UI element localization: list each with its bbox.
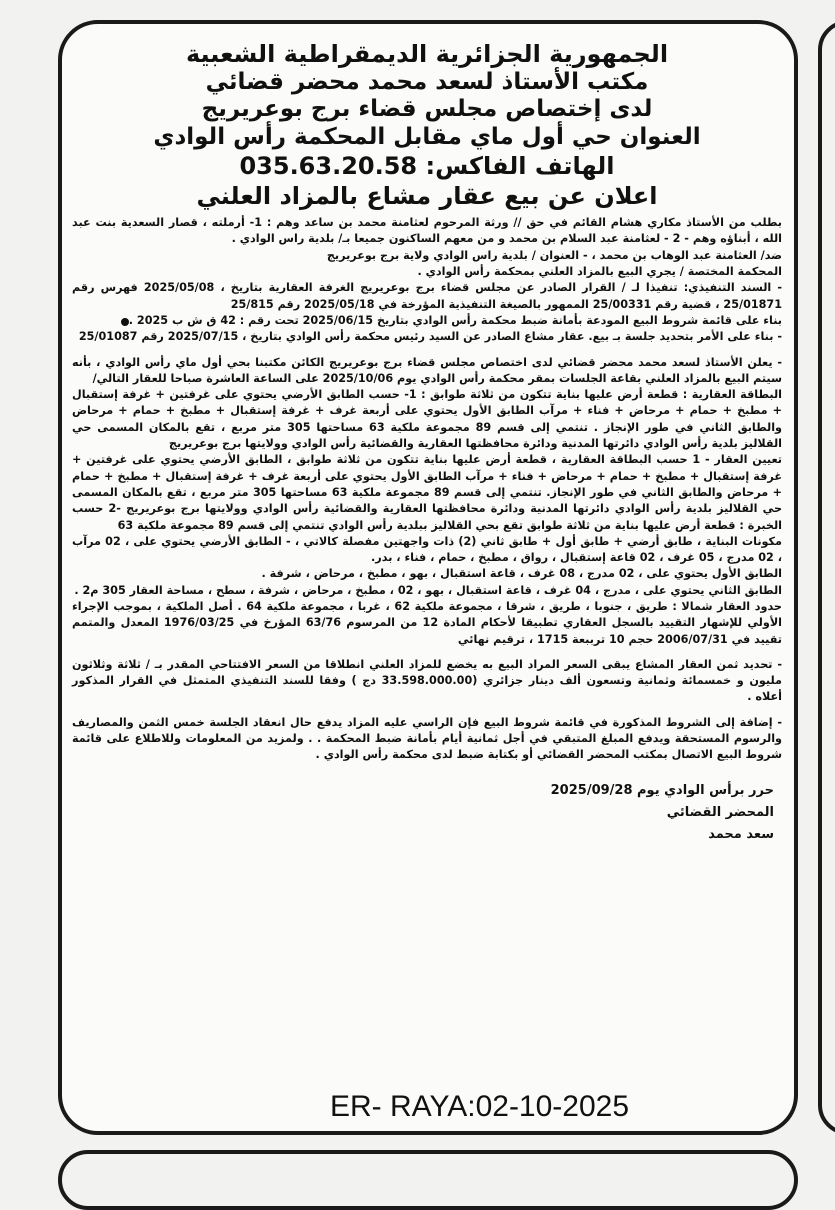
paragraph-boundaries: حدود العقار شمالا : طريق ، جنوبا ، طريق ، شرقا ، مجموعة ملكية 62 ، غربا ، مجموعة ملكية 64 . أصل الملكية ، بموجب الإجراء الأولي للإشهار التقييد بالسجل العقاري تطبيقا لأحكام المادة 12 من المرسوم 63/76 المؤرخ في 1976/03/25 المعدل والمتمم تقييد في 2006/07/31 حجم 10 ترببعة 1715 ، ترقيم نهائي — [72, 600, 782, 646]
paragraph-first-floor: الطابق الأول يحتوي على ، 02 مدرج ، 08 غرف ، قاعة استقبال ، بهو ، مطبخ ، مرحاض ، شرفة . — [261, 567, 782, 581]
paragraph-conditions-list: بناء على قائمة شروط البيع المودعة بأمانة ضبط محكمة رأس الوادي بتاريخ 2025/06/15 تحت رقم : 42 ق ش ب 2025 . — [128, 313, 782, 327]
republic-heading: الجمهورية الجزائرية الديمقراطية الشعبية — [185, 40, 669, 68]
paragraph-notice: - يعلن الأستاذ لسعد محمد محضر قضائي لدى اختصاص مجلس قضاء برج بوعريريج الكائن مكتبنا بحي أول ماي رأس الوادي ، بأنه سيتم البيع بالمزاد العلني بقاعة الجلسات بمقر محكمة رأس الوادي يوم 2025/10/06 على الساعة العاشرة صباحا للعقار التالي/ — [72, 355, 782, 385]
adjacent-frame — [818, 20, 835, 1135]
paragraph-building-components: مكونات البناية ، طابق أرضي + طابق أول + طابق ثاني (2) ذات واجهتين مفصلة كالاتي ، - الطابق الأرضي يحتوي على ، 02 مرآب ، 02 مدرج ، 05 غرف ، 02 قاعة إستقبال ، رواق ، مطبخ ، حمام ، فناء ، بدر. — [72, 534, 782, 565]
office-heading: مكتب الأستاذ لسعد محمد محضر قضائي — [205, 68, 649, 95]
paragraph-requester: بطلب من الأستاذ مكاري هشام القائم في حق // ورثة المرحوم لعثامنة محمد بن ساعد وهم : 1- أرملته ، قصار السعدية بنت عبد الله ، أبناؤه وهم - 2 - لعثامنة عبد السلام بن محمد و من معهم الساكنون جميعا بـ/ بلدية راس الوادي . — [72, 216, 782, 246]
paragraph-land-card: البطاقة العقارية : قطعة أرض عليها بناية تتكون من ثلاثة طوابق : 1- حسب الطابق الأرضي يحتوي على غرفتين + غرفة إستقبال + مطبخ + حمام + مرحاض + فناء + مرآب الطابق الأول يحتوي على أربعة غرف + غرفة إستقبال + مطبخ + حمام + مرحاض والطابق الثاني في طور الإنجاز . تنتمي إلى قسم 89 مجموعة ملكية 63 مساحتها 305 متر مربع ، تقع بالمكان المسمى حي القلاليز بلدية رأس الوادي دائرتها المدنية ودائرة محافظتها العقارية والقضائية رأس الوادي وولايتها برج بوعريريج — [72, 388, 782, 451]
announcement-title: اعلان عن بيع عقار مشاع بالمزاد العلني — [196, 182, 658, 211]
paragraph-price: - تحديد ثمن العقار المشاع يبقى السعر المراد البيع به يخضع للمزاد العلني انطلاقا من السعر الافتتاحي المقدر بـ / ثلاثة وثلاثون مليون و خمسمائة وثمانية وتسعون ألف دينار جزائري (33.598.000.00 دج ) وفقا للسند التنفيذي المتمثل في القرار المذكور أعلاه . — [72, 657, 782, 704]
paragraph-order: - بناء على الأمر بتحديد جلسة بـ بيع. عقار مشاع الصادر عن السيد رئيس محكمة رأس الوادي بتاريخ ، 2025/07/15 رقم 25/01087 — [78, 330, 782, 344]
lower-frame — [58, 1150, 798, 1210]
signature-role: المحضر القضائي — [666, 804, 774, 820]
announcement-body — [72, 215, 782, 764]
signature-block — [72, 780, 782, 846]
footer-stamp: ER- RAYA:02-10-2025 — [330, 1090, 630, 1123]
signature-name: سعد محمد — [708, 826, 774, 842]
address-heading: العنوان حي أول ماي مقابل المحكمة رأس الوادي — [153, 123, 701, 150]
paragraph-second-floor: الطابق الثاني يحتوي على ، مدرج ، 04 غرف ، قاعة استقبال ، بهو ، 02 ، مطبخ ، مرحاض ، شرفة ، سطح ، مساحة العقار 305 م2 . — [74, 583, 782, 597]
phone-line — [72, 152, 782, 181]
phone-number: 035.63.20.58 — [239, 151, 418, 180]
paragraph-property-designation: تعيين العقار - 1 حسب البطاقة العقارية ، قطعة أرض عليها بناية تتكون من ثلاثة طوابق ، الطابق الأرضي يحتوي على غرفتين + غرفة إستقبال + مطبخ + حمام + مرحاض + فناء + مرآب الطابق الأول يحتوي على أربعة غرف + غرفة إستقبال + مطبخ + حمام + مرحاض والطابق الثاني في طور الإنجاز. تنتمي إلى قسم 89 مجموعة ملكية 63 مساحتها 305 متر مربع ، تقع بالمكان المسمى حي القلاليز بلدية رأس الوادي دائرتها المدنية ودائرة محافظتها العقارية والقضائية رأس الوادي وولايتها برج بوعريريج -2 حسب الخبرة : قطعة أرض عليها بناية من ثلاثة طوابق تقع بحي القلاليز ببلدية رأس الوادي تنتمي إلى قسم 89 مجموعة ملكية 63 — [72, 453, 783, 532]
paragraph-terms: - إضافة إلى الشروط المذكورة في قائمة شروط البيع فإن الراسي عليه المزاد يدفع حال انعقاد الجلسة خمس الثمن والمصاريف والرسوم المستحقة ويدفع المبلغ المتبقي في أجل ثمانية أيام بأمانة ضبط المحكمة . . ولمزيد من المعلومات وللاطلاع على قائمة شروط البيع الاتصال بمكتب المحضر القضائي أو بكتابة ضبط لدى محكمة رأس الوادي . — [72, 715, 782, 762]
paragraph-court: المحكمة المختصة / يجري البيع بالمزاد العلني بمحكمة رأس الوادي . — [417, 265, 782, 279]
paragraph-executive-title: - السند التنفيذي: تنفيذا لـ / القرار الصادر عن مجلس قضاء برج بوعريريج الغرفة العقارية بتاريخ ، 2025/05/08 فهرس رقم 25/01871 ، قضية رقم 25/00331 الممهور بالصيغة التنفيذية المؤرخة في 2025/05/18 رقم 25/815 — [72, 281, 783, 311]
signature-place-date: حرر برأس الوادي يوم 2025/09/28 — [550, 782, 774, 798]
jurisdiction-heading: لدى إختصاص مجلس قضاء برج بوعريريج — [201, 96, 653, 123]
announcement — [72, 40, 782, 846]
phone-label: الهاتف الفاكس: — [425, 151, 615, 180]
paragraph-against: ضد/ العثامنة عبد الوهاب بن محمد ، - العنوان / بلدية راس الوادي ولاية برج بوعريريج — [326, 248, 782, 262]
